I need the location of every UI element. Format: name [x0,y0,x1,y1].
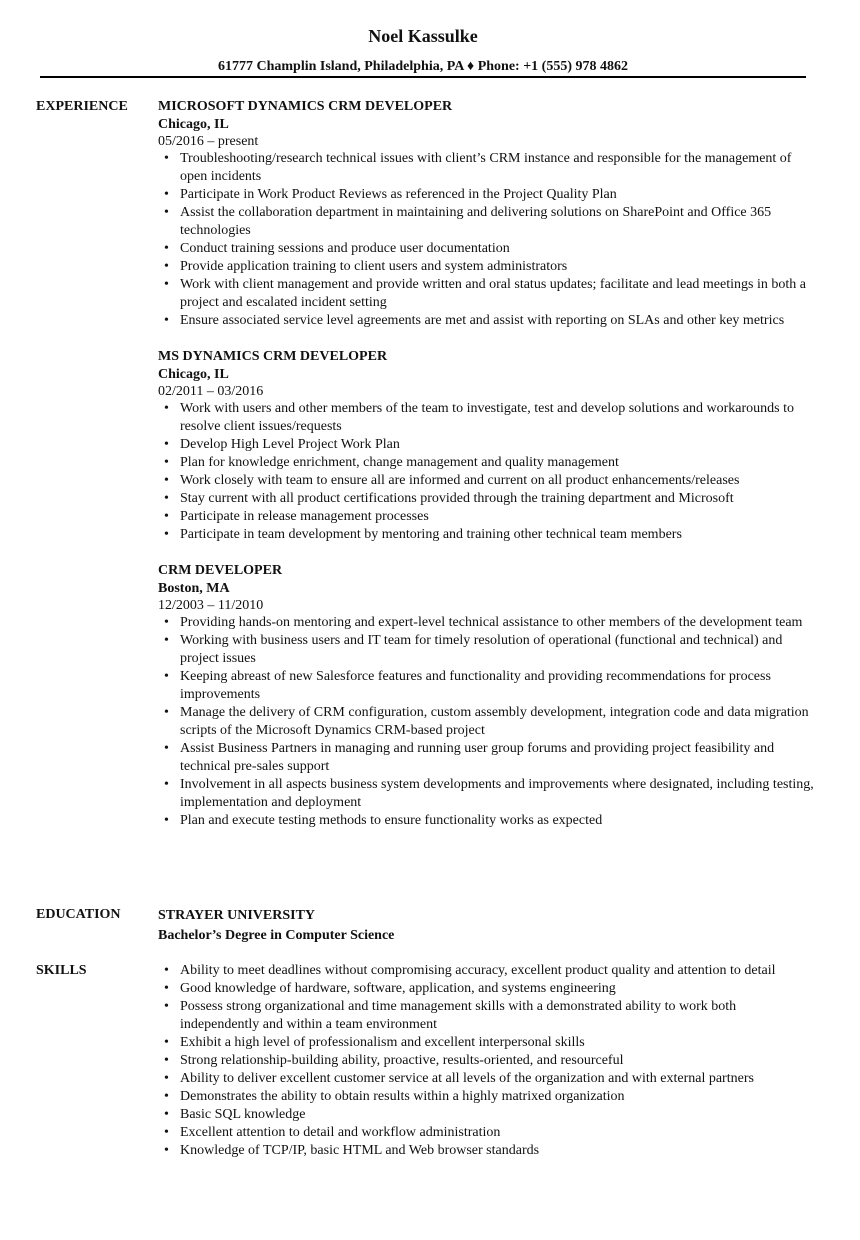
bullet-item: • Assist Business Partners in managing and running user group forums and providing project feasibility and technical pre-sales support [158,740,818,776]
bullet-item: • Work closely with team to ensure all are informed and current on all product enhancements/releases [158,472,818,490]
resume-header [40,24,806,76]
bullet-item: • Work with client management and provide written and oral status updates; facilitate and lead meetings in both a project and escalated incident setting [158,276,818,312]
contact-line: 61777 Champlin Island, Philadelphia, PA ♦ Phone: +1 (555) 978 4862 [217,59,629,74]
bullet-item: • Plan and execute testing methods to ensure functionality works as expected [158,812,818,830]
job-bullets [158,150,818,330]
skill-item: • Possess strong organizational and time management skills with a demonstrated ability to work both independently and within a team environment [158,998,818,1034]
skill-item: • Basic SQL knowledge [158,1106,818,1124]
bullet-item: • Manage the delivery of CRM configuration, custom assembly development, integration code and data migration scripts of the Microsoft Dynamics CRM-based project [158,704,818,740]
skill-item: • Strong relationship-building ability, proactive, results-oriented, and resourceful [158,1052,818,1070]
job-title: MS DYNAMICS CRM DEVELOPER [158,349,388,364]
bullet-item: • Participate in Work Product Reviews as referenced in the Project Quality Plan [158,186,818,204]
bullet-item: • Work with users and other members of the team to investigate, test and develop solutions and workarounds to resolve client issues/requests [158,400,818,436]
bullet-item: • Conduct training sessions and produce user documentation [158,240,818,258]
skill-item: • Ability to deliver excellent customer service at all levels of the organization and with external partners [158,1070,818,1088]
bullet-item: • Stay current with all product certifications provided through the training department and Microsoft [158,490,818,508]
job-dates: 02/2011 – 03/2016 [158,384,264,399]
skill-item: • Ability to meet deadlines without compromising accuracy, excellent product quality and attention to detail [158,962,818,980]
job-dates: 12/2003 – 11/2010 [158,598,264,613]
bullet-item: • Provide application training to client users and system administrators [158,258,818,276]
bullet-item: • Providing hands-on mentoring and expert-level technical assistance to other members of the development team [158,614,818,632]
bullet-item: • Participate in team development by mentoring and training other technical team members [158,526,818,544]
bullet-item: • Involvement in all aspects business system developments and improvements where designated, including testing, implementation and deployment [158,776,818,812]
job-entry [158,348,818,544]
skill-item: • Excellent attention to detail and workflow administration [158,1124,818,1142]
degree: Bachelor’s Degree in Computer Science [158,928,395,943]
job-title: CRM DEVELOPER [158,563,283,578]
job-location: Boston, MA [158,581,230,596]
section-label-experience: EXPERIENCE [36,99,128,114]
job-entry [158,562,818,830]
bullet-item: • Plan for knowledge enrichment, change management and quality management [158,454,818,472]
bullet-item: • Working with business users and IT team for timely resolution of operational (functional and technical) and project issues [158,632,818,668]
skills-body [158,962,818,1160]
job-dates: 05/2016 – present [158,134,259,149]
bullet-item: • Ensure associated service level agreements are met and assist with reporting on SLAs and other key metrics [158,312,818,330]
bullet-item: • Troubleshooting/research technical issues with client’s CRM instance and responsible for the management of open incidents [158,150,818,186]
job-bullets [158,400,818,544]
job-bullets [158,614,818,830]
education-body [158,906,818,946]
section-label-skills: SKILLS [36,963,87,978]
skill-item: • Knowledge of TCP/IP, basic HTML and Web browser standards [158,1142,818,1160]
bullet-item: • Assist the collaboration department in maintaining and delivering solutions on SharePoint and Office 365 technologies [158,204,818,240]
skills-list [158,962,818,1160]
bullet-item: • Keeping abreast of new Salesforce features and functionality and providing recommendations for process improvements [158,668,818,704]
experience-body [158,98,818,848]
job-location: Chicago, IL [158,367,229,382]
bullet-item: • Develop High Level Project Work Plan [158,436,818,454]
section-label-education: EDUCATION [36,907,121,922]
skill-item: • Good knowledge of hardware, software, application, and systems engineering [158,980,818,998]
candidate-name: Noel Kassulke [368,26,478,46]
job-entry [158,98,818,330]
job-location: Chicago, IL [158,117,229,132]
school-name: STRAYER UNIVERSITY [158,908,316,923]
job-title: MICROSOFT DYNAMICS CRM DEVELOPER [158,99,453,114]
skill-item: • Exhibit a high level of professionalism and excellent interpersonal skills [158,1034,818,1052]
skill-item: • Demonstrates the ability to obtain results within a highly matrixed organization [158,1088,818,1106]
bullet-item: • Participate in release management processes [158,508,818,526]
header-divider [40,76,806,78]
